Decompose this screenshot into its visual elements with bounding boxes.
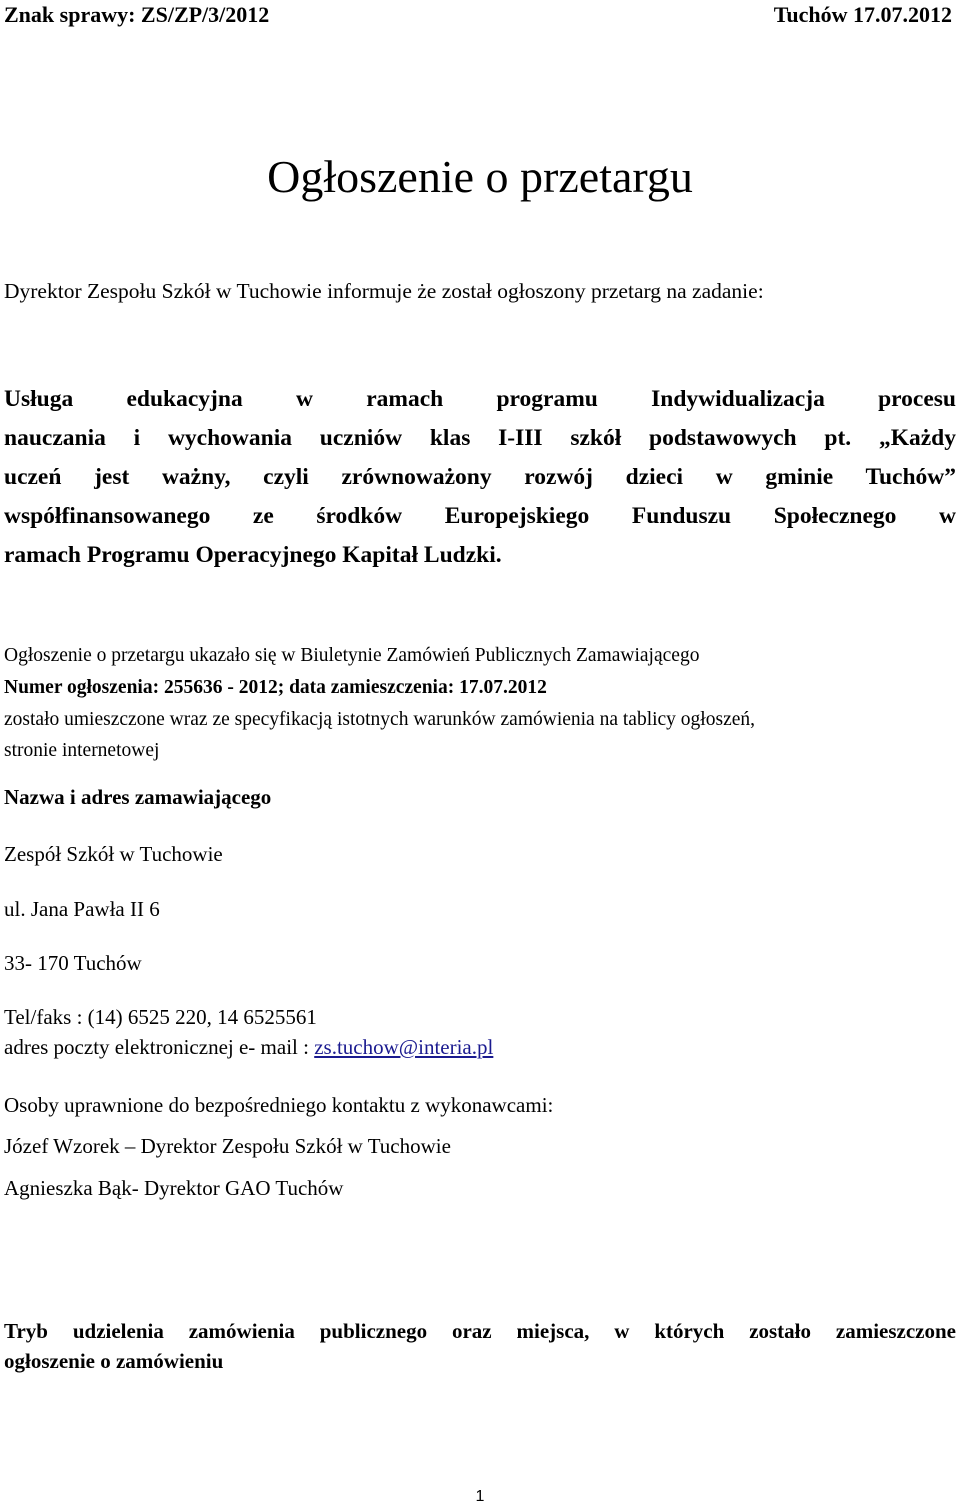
- task-line: nauczania i wychowania uczniów klas I-III szkół podstawowych pt. „Każdy: [4, 425, 956, 451]
- bulletin-line: zostało umieszczone wraz ze specyfikacją istotnych warunków zamówienia na tablicy ogłoszeń,: [4, 709, 755, 730]
- intro-paragraph: Dyrektor Zespołu Szkół w Tuchowie informuje że został ogłoszony przetarg na zadanie:: [4, 279, 764, 303]
- task-line: Usługa edukacyjna w ramach programu Indywidualizacja procesu: [4, 386, 956, 412]
- email-label: adres poczty elektronicznej e- mail :: [4, 1035, 315, 1059]
- place-and-date: Tuchów 17.07.2012: [773, 2, 952, 27]
- section-heading: Nazwa i adres zamawiającego: [4, 785, 272, 809]
- bulletin-line: stronie internetowej: [4, 740, 160, 761]
- bulletin-line: Ogłoszenie o przetargu ukazało się w Biuletynie Zamówień Publicznych Zamawiającego: [4, 645, 700, 666]
- authority-street: ul. Jana Pawła II 6: [4, 897, 160, 921]
- contacts-heading: Osoby uprawnione do bezpośredniego kontaktu z wykonawcami:: [4, 1093, 554, 1117]
- announcement-number: Numer ogłoszenia: 255636 - 2012; data zamieszczenia: 17.07.2012: [4, 677, 547, 698]
- authority-phone: Tel/faks : (14) 6525 220, 14 6525561: [4, 1005, 317, 1029]
- authority-name: Zespół Szkół w Tuchowie: [4, 842, 223, 866]
- task-line: ramach Programu Operacyjnego Kapitał Ludzki.: [4, 542, 502, 568]
- task-line: uczeń jest ważny, czyli zrównoważony rozwój dzieci w gminie Tuchów”: [4, 464, 956, 490]
- page-number: 1: [475, 1488, 485, 1505]
- case-reference: Znak sprawy: ZS/ZP/3/2012: [4, 2, 270, 27]
- authority-email-row: [4, 1035, 493, 1060]
- email-link[interactable]: zs.tuchow@interia.pl: [314, 1035, 494, 1059]
- document-title: Ogłoszenie o przetargu: [267, 151, 693, 202]
- contact-person: Józef Wzorek – Dyrektor Zespołu Szkół w Tuchowie: [4, 1134, 451, 1158]
- mode-heading-line: Tryb udzielenia zamówienia publicznego oraz miejsca, w których zostało zamieszczone: [4, 1319, 956, 1343]
- contact-person: Agnieszka Bąk- Dyrektor GAO Tuchów: [4, 1176, 344, 1200]
- mode-heading-line: ogłoszenie o zamówieniu: [4, 1349, 224, 1373]
- authority-postal: 33- 170 Tuchów: [4, 951, 142, 975]
- task-line: współfinansowanego ze środków Europejskiego Funduszu Społecznego w: [4, 503, 956, 529]
